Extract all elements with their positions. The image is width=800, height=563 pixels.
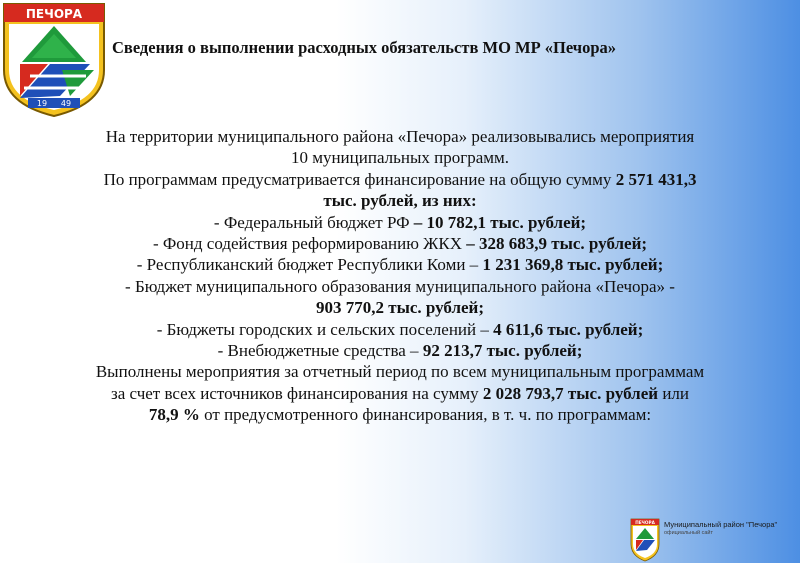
- executed-value: 2 028 793,7 тыс. рублей: [482, 383, 659, 403]
- execution-percent: 78,9 %: [148, 405, 200, 425]
- body-line-12: Выполнены мероприятия за отчетный период по всем муниципальным программам: [95, 362, 705, 382]
- body-line-2: 10 муниципальных программ.: [290, 148, 510, 168]
- housing-fund-label: - Фонд содействия реформированию ЖКХ: [152, 234, 467, 254]
- footer-banner-text: ПЕЧОРА: [635, 520, 655, 525]
- republic-budget-value: 1 231 369,8 тыс. рублей;: [482, 255, 664, 275]
- federal-budget-value: – 10 782,1 тыс. рублей;: [413, 212, 587, 232]
- body-line-13: [40, 383, 760, 404]
- executed-label: за счет всех источников финансирования на сумму: [110, 383, 483, 403]
- total-funding-unit: тыс. рублей, из них:: [323, 191, 477, 211]
- body-line-7: [40, 254, 760, 275]
- body-line-9: [40, 297, 760, 318]
- emblem-year-right: 49: [60, 99, 72, 108]
- republic-budget-label: - Республиканский бюджет Республики Коми –: [136, 255, 483, 275]
- body-line-8: - Бюджет муниципального образования муниципального района «Печора» -: [125, 276, 675, 296]
- executed-connector: или: [658, 383, 689, 403]
- execution-percent-label: от предусмотренного финансирования, в т. ч. по программам:: [199, 405, 652, 425]
- total-funding-value: 2 571 431,3: [615, 169, 697, 189]
- body-line-6: [40, 233, 760, 254]
- settlements-budget-value: 4 611,6 тыс. рублей;: [493, 319, 644, 339]
- extrabudgetary-label: - Внебюджетные средства –: [217, 341, 423, 361]
- federal-budget-label: - Федеральный бюджет РФ: [213, 212, 414, 232]
- body-line-14: [40, 404, 760, 425]
- emblem-year-left: 19: [36, 99, 48, 108]
- footer-site-subtitle: официальный сайт: [664, 530, 714, 536]
- extrabudgetary-value: 92 213,7 тыс. рублей;: [422, 341, 583, 361]
- emblem-banner-text: ПЕЧОРА: [25, 7, 83, 21]
- housing-fund-value: – 328 683,9 тыс. рублей;: [466, 234, 648, 254]
- report-body: [40, 126, 760, 426]
- body-line-10: [40, 319, 760, 340]
- coat-of-arms-emblem: [0, 0, 110, 120]
- body-line-5: [40, 212, 760, 233]
- body-line-4: [40, 190, 760, 211]
- footer-site-title: Муниципальный район "Печора": [664, 520, 778, 529]
- page-title: Сведения о выполнении расходных обязательств МО МР «Печора»: [112, 38, 617, 57]
- total-funding-label: По программам предусматривается финансирование на общую сумму: [103, 169, 616, 189]
- footer-emblem-icon: [630, 518, 660, 562]
- body-line-3: [40, 169, 760, 190]
- body-line-11: [40, 340, 760, 361]
- municipal-budget-value: 903 770,2 тыс. рублей;: [315, 298, 485, 318]
- site-footer-logo[interactable]: [630, 516, 800, 563]
- settlements-budget-label: - Бюджеты городских и сельских поселений –: [156, 319, 494, 339]
- body-line-1: На территории муниципального района «Печора» реализовывались мероприятия: [105, 127, 695, 146]
